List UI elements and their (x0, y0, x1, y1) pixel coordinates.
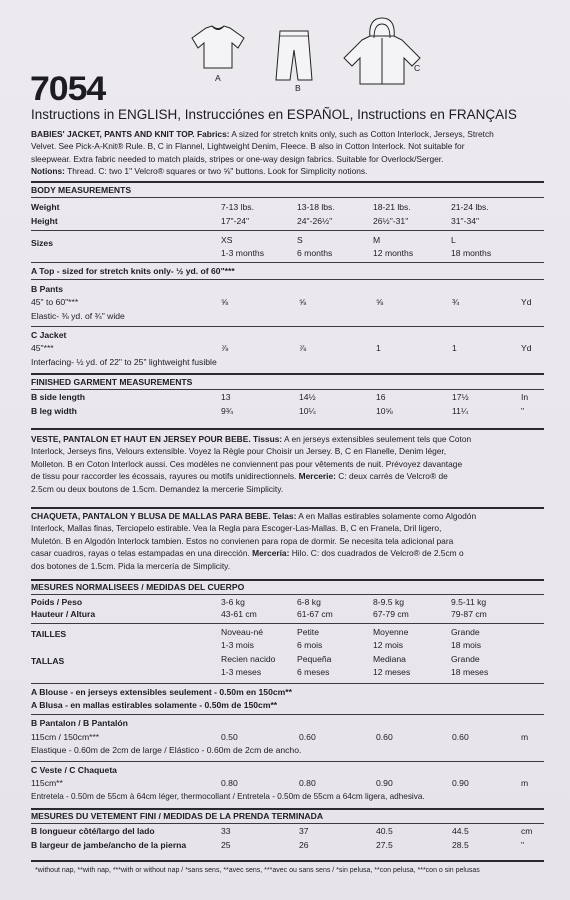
c-veste-3: 0.90 (376, 778, 393, 788)
talla-2: Pequeña (297, 654, 332, 664)
talla-3: Mediana (373, 654, 406, 664)
notions-label: Notions: (31, 166, 65, 177)
spanish-line-2: Interlock, Mallas finas, Terciopelo estirable. Vea la Regla para Escoger-Las-Mallas. B, C en Franela, Dril ligero, (31, 523, 442, 534)
c-veste-2: 0.80 (299, 778, 316, 788)
c-veste-4: 0.90 (452, 778, 469, 788)
taille-age-3: 12 mois (373, 640, 404, 650)
height-xs: 17"-24" (221, 216, 250, 226)
weight-m: 18-21 lbs. (373, 202, 411, 212)
english-title: BABIES' JACKET, PANTS AND KNIT TOP. (31, 129, 195, 139)
largeur-label: B largeur de jambe/ancho de la pierna (31, 840, 187, 850)
b-pantalon-2: 0.60 (299, 732, 316, 742)
taille-age-4: 18 mois (451, 640, 482, 650)
view-c-label: C (414, 63, 421, 73)
divider (31, 373, 544, 375)
entretela-note: Entretela - 0.50m de 55cm à 64cm léger, thermocollant / Entretela - 0.50m de 55cm a 64cm ligera, adhesiva. (31, 792, 425, 801)
height-l: 31"-34" (451, 216, 480, 226)
c-veste-width: 115cm** (31, 778, 63, 788)
a-top-yardage: A Top - sized for stretch knits only- ½ yd. of 60"*** (31, 266, 235, 276)
tissus-label: Tissus: (252, 434, 283, 444)
tallas-label: TALLAS (31, 656, 65, 666)
leg-width-l: 11¼ (452, 406, 469, 416)
divider (31, 823, 544, 824)
b-pantalon-unit: m (521, 732, 529, 742)
weight-l: 21-24 lbs. (451, 202, 489, 212)
c-jacket-m: 1 (376, 343, 381, 353)
leg-width-xs: 9¾ (221, 406, 233, 416)
divider (31, 230, 544, 231)
side-length-unit: In (521, 392, 529, 402)
divider (31, 428, 544, 430)
b-pantalon-width: 115cm / 150cm*** (31, 732, 100, 742)
fabrics-label: Fabrics: (196, 129, 230, 139)
largeur-1: 25 (221, 840, 231, 850)
spanish-line-3: Muletón. B en Algodón Interlock tambien. Estos no convienen para ropa de dormir. Se necesita tela adicional para (31, 535, 454, 546)
tailles-label: TAILLES (31, 629, 67, 639)
fabrics-line-1: A sized for stretch knits only, such as Cotton Interlock, Jerseys, Stretch (231, 129, 494, 139)
b-pants-unit: Yd (521, 297, 532, 307)
french-line-6: 2.5cm ou deux boutons de 1.5cm. Demandez la mercerie Simplicity. (31, 483, 284, 494)
b-pants-label: B Pants (31, 284, 63, 294)
pattern-number: 7054 (30, 70, 106, 108)
divider (31, 197, 544, 198)
longueur-2: 37 (299, 826, 309, 836)
french-title: VESTE, PANTALON ET HAUT EN JERSEY POUR BEBE. (31, 434, 251, 444)
hauteur-4: 79-87 cm (451, 609, 487, 619)
spanish-line-4: casar cuadros, rayas o telas estampadas en una dirección. (31, 548, 250, 559)
leg-width-unit: " (521, 406, 525, 416)
spanish-title: CHAQUETA, PANTALON Y BLUSA DE MALLAS PARA BEBE. (31, 511, 271, 521)
hauteur-label: Hauteur / Altura (31, 609, 96, 619)
talla-4: Grande (451, 654, 480, 664)
size-m: M (373, 235, 381, 245)
taille-4: Grande (451, 627, 480, 637)
elastique-note: Elastique - 0.60m de 2cm de large / Elástico - 0.60m de 2cm de ancho. (31, 745, 302, 755)
finished-heading: FINISHED GARMENT MEASUREMENTS (31, 377, 193, 387)
poids-2: 6-8 kg (297, 597, 321, 607)
longueur-4: 44.5 (452, 826, 469, 836)
hauteur-1: 43-61 cm (221, 609, 257, 619)
taille-3: Moyenne (373, 627, 409, 637)
size-s: S (297, 235, 303, 245)
divider (31, 389, 544, 390)
fini-heading: MESURES DU VETEMENT FINI / MEDIDAS DE LA PRENDA TERMINADA (31, 811, 324, 821)
poids-4: 9.5-11 kg (451, 597, 487, 607)
poids-1: 3-6 kg (221, 597, 245, 607)
taille-age-1: 1-3 mois (221, 640, 254, 650)
c-jacket-unit: Yd (521, 343, 532, 353)
height-m: 26½"-31" (373, 216, 409, 226)
age-xs: 1-3 months (221, 248, 264, 258)
mercerie-label: Mercerie: (298, 471, 336, 482)
b-pantalon-4: 0.60 (452, 732, 469, 742)
size-xs: XS (221, 235, 233, 245)
poids-label: Poids / Peso (31, 597, 83, 607)
divider (31, 507, 544, 509)
french-line-3: Molleton. B en Coton Interlock aussi. Ces modèles ne conviennent pas pour vêtements de nuit. Prévoyez davantage (31, 458, 463, 469)
sizes-label: Sizes (31, 238, 53, 248)
spanish-line-5: Hilo. C: dos cuadrados de Velcro® de 2.5cm o (291, 548, 464, 559)
c-jacket-s: ⅞ (299, 343, 307, 353)
b-pantalon-3: 0.60 (376, 732, 393, 742)
divider (31, 326, 544, 327)
b-pants-xs: ⅝ (221, 297, 229, 307)
age-l: 18 months (451, 248, 492, 258)
height-label: Height (31, 216, 58, 226)
notions-text: Thread. C: two 1" Velcro® squares or two ⅝" buttons. Look for Simplicity notions. (67, 166, 368, 177)
size-l: L (451, 235, 456, 245)
french-line-1: A en jerseys extensibles seulement tels que Coton (284, 434, 472, 444)
largeur-unit: " (521, 840, 525, 850)
body-measurements-heading: BODY MEASUREMENTS (31, 185, 132, 195)
mesures-heading: MESURES NORMALISEES / MEDIDAS DEL CUERPO (31, 582, 245, 592)
taille-age-2: 6 mois (297, 640, 323, 650)
a-blouse-yardage: A Blouse - en jerseys extensibles seulement - 0.50m en 150cm** (31, 687, 292, 697)
poids-3: 8-9.5 kg (373, 597, 405, 607)
c-veste-1: 0.80 (221, 778, 238, 788)
leg-width-s: 10¼ (299, 406, 316, 416)
longueur-label: B longueur côté/largo del lado (31, 826, 155, 836)
c-jacket-width: 45"*** (31, 343, 54, 353)
age-s: 6 months (297, 248, 333, 258)
divider (31, 594, 544, 595)
view-b-label: B (295, 83, 301, 93)
divider (31, 579, 544, 581)
weight-xs: 7-13 lbs. (221, 202, 254, 212)
c-jacket-l: 1 (452, 343, 457, 353)
b-pants-s: ⅝ (299, 297, 307, 307)
talla-age-3: 12 meses (373, 667, 411, 677)
hauteur-2: 61-67 cm (297, 609, 333, 619)
longueur-3: 40.5 (376, 826, 393, 836)
english-description (31, 128, 546, 178)
french-line-2: Interlock, Jerseys fins, Velours extensible. Voyez la Règle pour Choisir un Jersey. B, C en Flanelle, Denim léger, (31, 446, 447, 457)
age-m: 12 months (373, 248, 414, 258)
divider (31, 623, 544, 624)
largeur-4: 28.5 (452, 840, 469, 850)
telas-label: Telas: (272, 511, 297, 521)
longueur-1: 33 (221, 826, 231, 836)
b-pants-l: ¾ (452, 297, 460, 307)
elastic-note: Elastic- ⅜ yd. of ¾" wide (31, 311, 125, 321)
divider (31, 808, 544, 810)
view-b-pants-sketch (272, 28, 316, 84)
interfacing-note: Interfacing- ½ yd. of 22" to 25" lightweight fusible (31, 357, 217, 367)
c-veste-label: C Veste / C Chaqueta (31, 765, 117, 775)
talla-age-4: 18 meses (451, 667, 489, 677)
divider (31, 714, 544, 715)
merceria-label: Mercería: (252, 548, 290, 559)
french-description (31, 433, 546, 495)
view-a-label: A (215, 73, 221, 83)
a-blusa-yardage: A Blusa - en mallas estirables solamente - 0.50m de 150cm** (31, 700, 278, 710)
height-s: 24"-26½" (297, 216, 333, 226)
b-pantalon-label: B Pantalon / B Pantalón (31, 718, 128, 728)
taille-1: Noveau-né (221, 627, 264, 637)
divider (31, 181, 544, 183)
hauteur-3: 67-79 cm (373, 609, 409, 619)
b-pants-m: ⅝ (376, 297, 384, 307)
divider (31, 262, 544, 263)
leg-width-label: B leg width (31, 406, 77, 416)
nap-footnote: *without nap, **with nap, ***with or without nap / *sans sens, **avec sens, ***avec ou sans sens / *sin pelusa, **con pelusa, ***con o sin pelusas (35, 867, 480, 874)
c-veste-unit: m (521, 778, 529, 788)
side-length-m: 16 (376, 392, 386, 402)
side-length-xs: 13 (221, 392, 231, 402)
talla-1: Recien nacido (221, 654, 276, 664)
view-c-jacket-sketch (340, 14, 424, 88)
weight-s: 13-18 lbs. (297, 202, 335, 212)
side-length-l: 17½ (452, 392, 469, 402)
divider (31, 860, 544, 862)
french-line-5: C: deux carrés de Velcro® de (338, 471, 448, 482)
divider (31, 761, 544, 762)
french-line-4: de tissu pour raccorder les écossais, rayures ou motifs unidirectionnels. (31, 471, 297, 482)
divider (31, 279, 544, 280)
c-jacket-label: C Jacket (31, 330, 67, 340)
longueur-unit: cm (521, 826, 533, 836)
weight-label: Weight (31, 202, 60, 212)
fabrics-line-3: sleepwear. Extra fabric needed to match plaids, stripes or one-way design fabrics. Suitable for Overlock/Serger. (31, 153, 444, 164)
fabrics-line-2: Velvet. See Pick-A-Knit® Rule. B, C in Flannel, Lightweight Denim, Fleece. B also in Cotton Interlock. Not suitable for (31, 141, 465, 152)
largeur-2: 26 (299, 840, 309, 850)
taille-2: Petite (297, 627, 319, 637)
b-pants-width: 45" to 60"*** (31, 297, 79, 307)
b-pantalon-1: 0.50 (221, 732, 238, 742)
spanish-line-1: A en Mallas estirables solamente como Algodón (298, 511, 477, 521)
talla-age-2: 6 meses (297, 667, 330, 677)
spanish-line-6: dos botones de 1.5cm. Pida la mercería de Simplicity. (31, 560, 231, 571)
c-jacket-xs: ⅞ (221, 343, 229, 353)
side-length-label: B side length (31, 392, 85, 402)
divider (31, 683, 544, 684)
largeur-3: 27.5 (376, 840, 393, 850)
view-a-top-sketch (188, 22, 248, 72)
side-length-s: 14½ (299, 392, 316, 402)
languages-line: Instructions in ENGLISH, Instrucciónes en ESPAÑOL, Instructions en FRANÇAIS (31, 107, 517, 122)
spanish-description (31, 510, 546, 572)
talla-age-1: 1-3 meses (221, 667, 262, 677)
leg-width-m: 10⅝ (376, 406, 393, 416)
